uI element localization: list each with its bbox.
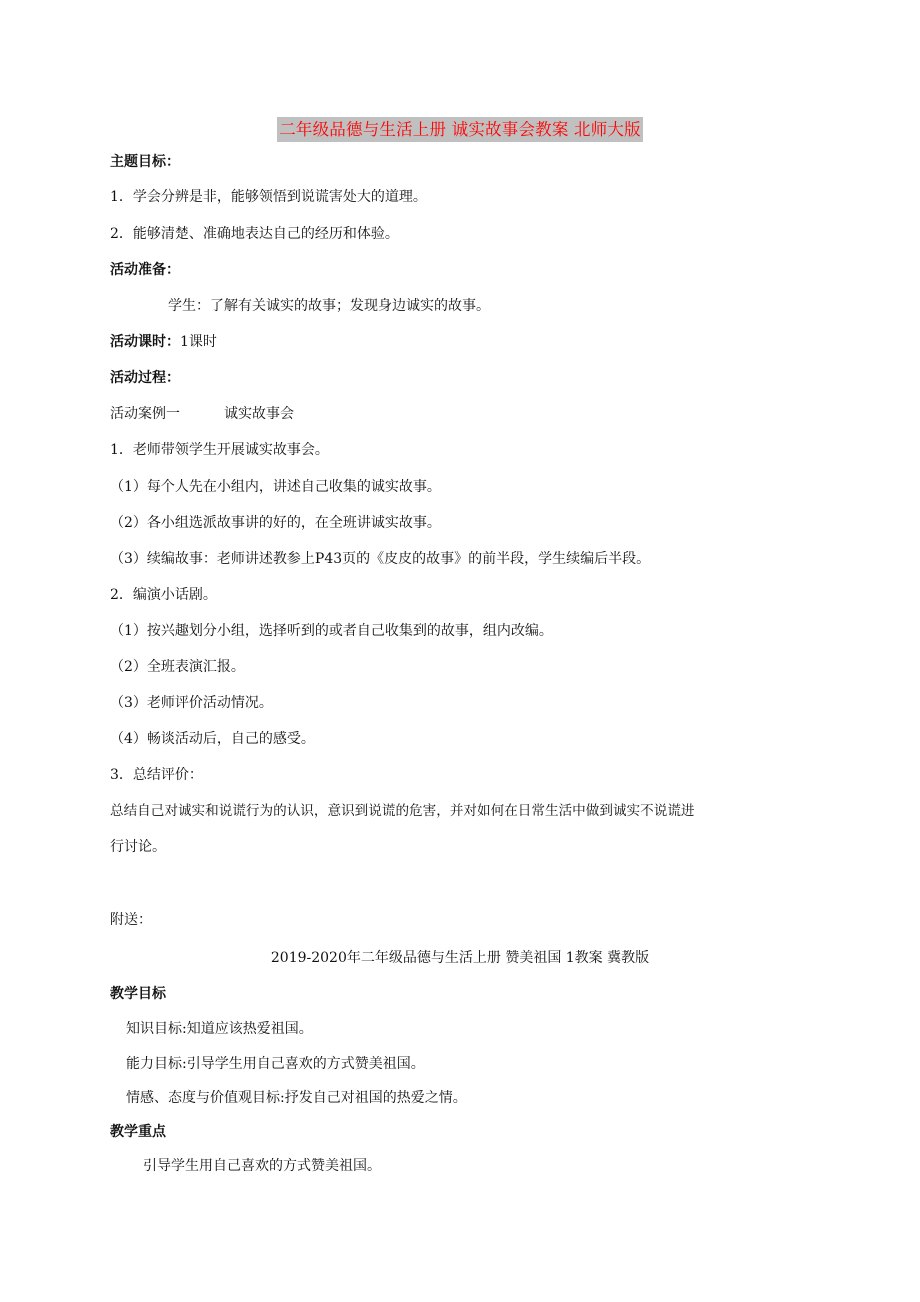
title-container: [0, 117, 920, 142]
step-item: （1）每个人先在小组内，讲述自己收集的诚实故事。: [110, 479, 441, 495]
step-item: （2）各小组选派故事讲的好的，在全班讲诚实故事。: [110, 515, 441, 531]
step-item: （3）老师评价活动情况。: [110, 695, 273, 711]
process-heading: 活动过程：: [110, 370, 180, 386]
appendix-label: 附送：: [110, 912, 152, 928]
case-label: 活动案例一: [110, 406, 180, 422]
appendix-title: 2019-2020年二年级品德与生活上册 赞美祖国 1教案 冀教版: [270, 950, 650, 966]
step-item: （2）全班表演汇报。: [110, 659, 245, 675]
goal-item: 2．能够清楚、准确地表达自己的经历和体验。: [110, 226, 399, 242]
step-heading: 1．老师带领学生开展诚实故事会。: [110, 442, 329, 458]
prep-text: 学生：了解有关诚实的故事；发现身边诚实的故事。: [168, 298, 490, 314]
summary-text: 行讨论。: [110, 839, 166, 855]
step-heading: 2．编演小话剧。: [110, 587, 217, 603]
prep-heading: 活动准备：: [110, 262, 180, 278]
summary-text: 总结自己对诚实和说谎行为的认识，意识到说谎的危害，并对如何在日常生活中做到诚实不说谎进: [110, 803, 695, 819]
focus-heading: 教学重点: [110, 1124, 166, 1140]
duration-label: 活动课时：: [110, 334, 180, 350]
step-item: （1）按兴趣划分小组，选择听到的或者自己收集到的故事，组内改编。: [110, 623, 553, 639]
duration-line: [110, 332, 217, 352]
step-item: （3）续编故事：老师讲述教参上P43页的《皮皮的故事》的前半段，学生续编后半段。: [110, 551, 651, 567]
focus-text: 引导学生用自己喜欢的方式赞美祖国。: [143, 1158, 381, 1174]
goals-heading: 主题目标：: [110, 154, 180, 170]
objective-item: 能力目标:引导学生用自己喜欢的方式赞美祖国。: [126, 1056, 425, 1072]
duration-value: 1课时: [180, 334, 217, 350]
case-line: [110, 404, 294, 424]
step-heading: 3．总结评价：: [110, 767, 203, 783]
case-title: 诚实故事会: [224, 406, 294, 422]
objective-item: 情感、态度与价值观目标:抒发自己对祖国的热爱之情。: [126, 1090, 467, 1106]
document-title: 二年级品德与生活上册 诚实故事会教案 北师大版: [277, 117, 643, 142]
objective-item: 知识目标:知道应该热爱祖国。: [126, 1021, 313, 1037]
objectives-heading: 教学目标: [110, 986, 166, 1002]
step-item: （4）畅谈活动后，自己的感受。: [110, 731, 315, 747]
goal-item: 1．学会分辨是非，能够领悟到说谎害处大的道理。: [110, 189, 427, 205]
